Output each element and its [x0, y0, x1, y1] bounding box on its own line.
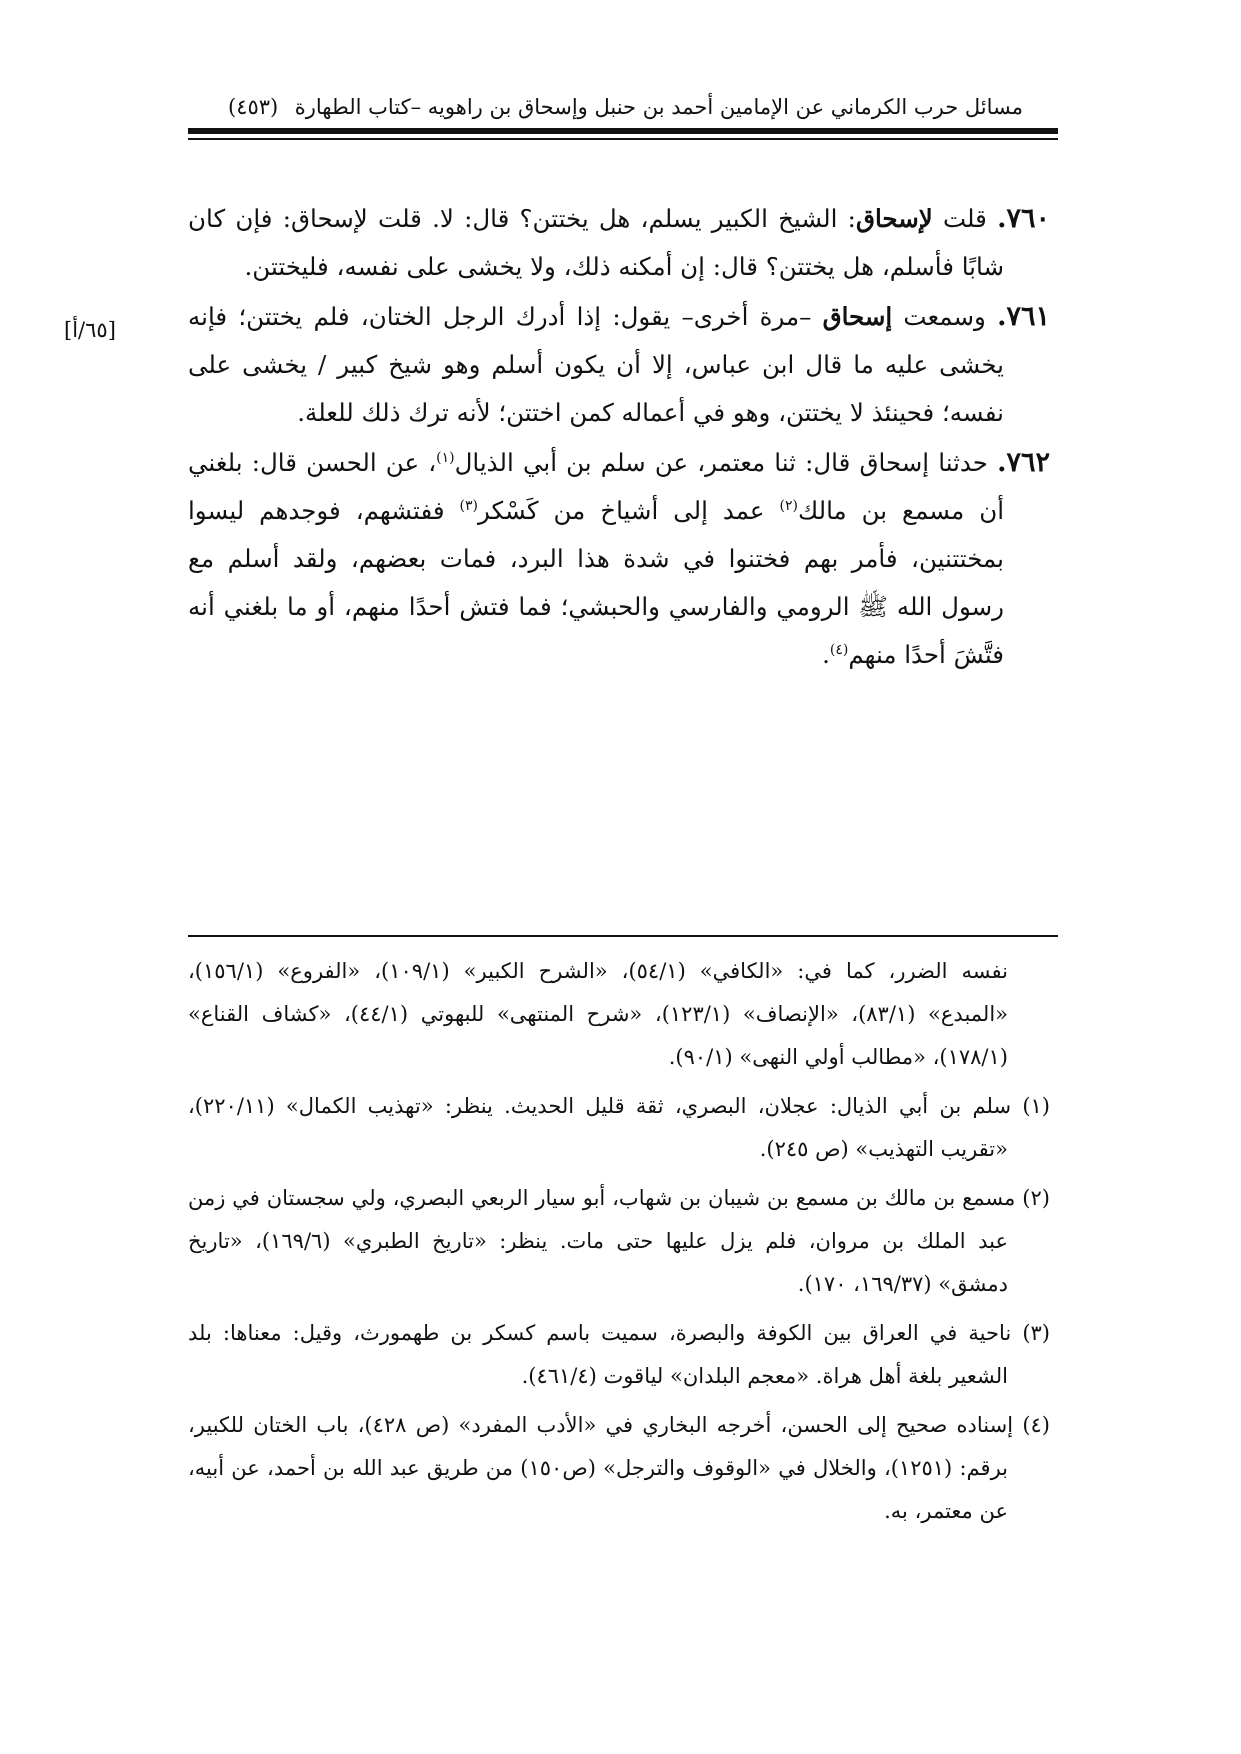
- footnotes: [188, 950, 1050, 1539]
- footnote-4: (٤) إسناده صحيح إلى الحسن، أخرجه البخاري في «الأدب المفرد» (ص ٤٢٨)، باب الختان للكبير، برقم: (١٢٥١)، والخلال في «الوقوف والترجل» (ص١٥٠) من طريق عبد الله بن أحمد، عن أبيه، عن معتمر، به.: [188, 1413, 1050, 1523]
- entry-text: : الشيخ الكبير يسلم، هل يختتن؟ قال: لا. قلت لإسحاق: فإن كان شابًا فأسلم، هل يختتن؟ قال: إن أمكنه ذلك، ولا يخشى على نفسه، فليختتن.: [188, 204, 1004, 281]
- entry-762: [188, 439, 1050, 679]
- header-rule-thick: [188, 128, 1058, 134]
- entry-text: .: [822, 640, 830, 669]
- entry-760: [188, 195, 1050, 291]
- footnote-3: (٣) ناحية في العراق بين الكوفة والبصرة، سميت باسم كسكر بن طهمورث، وقيل: معناها: بلد الشعير بلغة أهل هراة. «معجم البلدان» لياقوت (٤٦١/٤).: [188, 1321, 1050, 1388]
- entry-text: ففتشهم، فوجدهم ليسوا بمختتنين، فأمر بهم فختنوا في شدة هذا البرد، فمات بعضهم، ولقد أسلم مع رسول الله ﷺ الرومي والفارسي والحبشي؛ فما فتش أحدًا منهم، أو ما بلغني أنه فتَّشَ أحدًا منهم: [188, 496, 1004, 669]
- entry-text: عمد إلى أشياخ من كَسْكر: [478, 496, 780, 525]
- entry-bold-name: إسحاق: [822, 302, 893, 331]
- footnote-marker[interactable]: (٣): [459, 497, 478, 514]
- entry-761: [188, 293, 1050, 437]
- entry-bold-name: لإسحاق: [855, 204, 933, 233]
- footnote-1: (١) سلم بن أبي الذيال: عجلان، البصري، ثقة قليل الحديث. ينظر: «تهذيب الكمال» (٢٢٠/١١)، «تقريب التهذيب» (ص ٢٤٥).: [188, 1094, 1050, 1161]
- header-title: مسائل حرب الكرماني عن الإمامين أحمد بن حنبل وإسحاق بن راهويه –كتاب الطهارة: [294, 95, 1023, 119]
- entry-text: حدثنا إسحاق قال: ثنا معتمر، عن سلم بن أبي الذيال: [454, 448, 998, 477]
- running-header: [228, 90, 1023, 124]
- footnote-marker[interactable]: (١): [436, 449, 455, 466]
- footnote-marker[interactable]: (٤): [829, 641, 849, 658]
- entry-number: ٧٦١.: [997, 301, 1050, 332]
- entry-text: قلت: [932, 204, 998, 233]
- main-text: [188, 195, 1050, 681]
- entry-text: –مرة أخرى– يقول: إذا أدرك الرجل الختان، فلم يختتن؛ فإنه يخشى عليه ما قال ابن عباس، إلا أن يكون أسلم وهو شيخ كبير / يخشى على نفسه؛ فحينئذ لا يختتن، وهو في أعماله كمن اختتن؛ لأنه ترك ذلك للعلة.: [188, 302, 1004, 427]
- footnote-marker[interactable]: (٢): [779, 497, 798, 514]
- entry-text: وسمعت: [892, 302, 998, 331]
- page-number: (٤٥٣): [228, 95, 279, 119]
- manuscript-folio-note: [٦٥/أ]: [64, 318, 116, 342]
- footnote-separator: [188, 935, 1058, 937]
- footnote-2: (٢) مسمع بن مالك بن مسمع بن شيبان بن شهاب، أبو سيار الربعي البصري، ولي سجستان في زمن عبد الملك بن مروان، فلم يزل عليها حتى مات. ينظر: «تاريخ الطبري» (١٦٩/٦)، «تاريخ دمشق» (١٦٩/٣٧، ١٧٠).: [188, 1186, 1050, 1296]
- header-rule-thin: [188, 138, 1058, 140]
- entry-number: ٧٦٢.: [997, 447, 1050, 478]
- entry-text: ، عن الحسن قال: بلغني أن مسمع بن مالك: [188, 448, 1005, 525]
- entry-number: ٧٦٠.: [997, 203, 1050, 234]
- footnote-continuation: نفسه الضرر، كما في: «الكافي» (٥٤/١)، «الشرح الكبير» (١٠٩/١)، «الفروع» (١٥٦/١)، «المبدع» (٨٣/١)، «الإنصاف» (١٢٣/١)، «شرح المنتهى» للبهوتي (٤٤/١)، «كشاف القناع» (١٧٨/١)، «مطالب أولي النهى» (٩٠/١).: [188, 959, 1009, 1069]
